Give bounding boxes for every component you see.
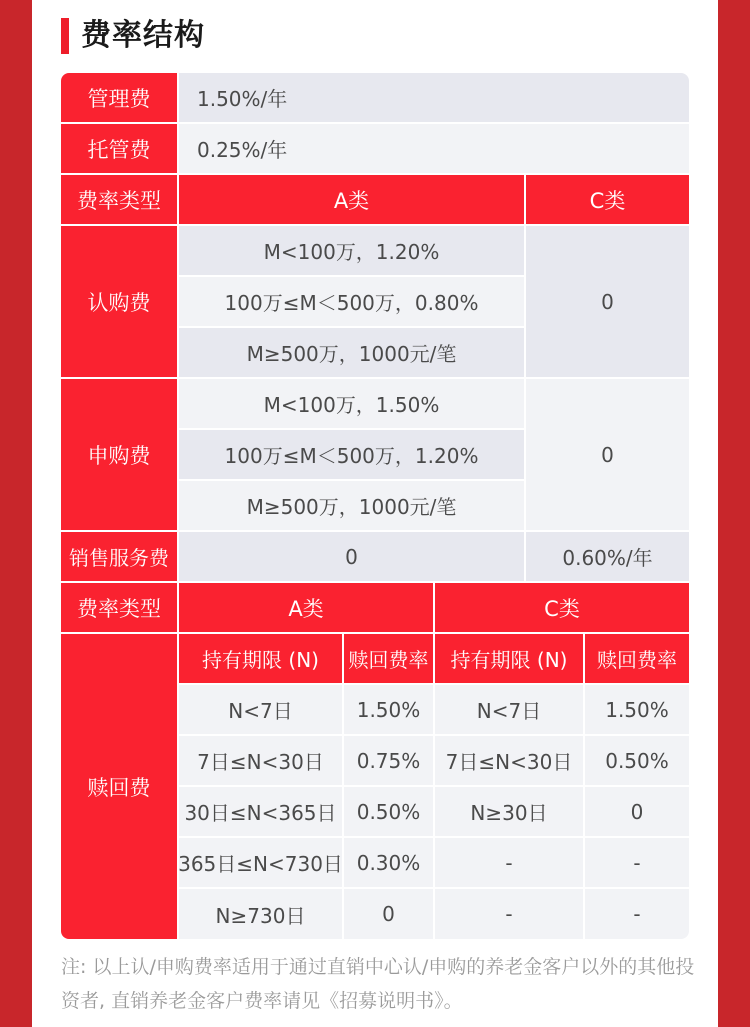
purchase-tier: M<100万，1.50% xyxy=(179,379,524,428)
redemption-c-period: N<7日 xyxy=(435,685,583,734)
redemption-a-period: N<7日 xyxy=(179,685,342,734)
redemption-fee-label: 赎回费 xyxy=(61,634,177,939)
title-accent-bar xyxy=(61,18,69,54)
redemption-c-rate: - xyxy=(585,889,689,939)
c-rate-header: 赎回费率 xyxy=(585,634,689,683)
class-c-header: C类 xyxy=(526,175,689,224)
subscription-tier: M<100万，1.20% xyxy=(179,226,524,275)
redemption-type-label: 费率类型 xyxy=(61,583,177,632)
c-period-header: 持有期限 (N) xyxy=(435,634,583,683)
a-rate-header: 赎回费率 xyxy=(344,634,433,683)
a-period-header: 持有期限 (N) xyxy=(179,634,342,683)
redemption-c-period: N≥30日 xyxy=(435,787,583,836)
redemption-a-period: 365日≤N<730日 xyxy=(179,838,342,887)
redemption-a-rate: 0.30% xyxy=(344,838,433,887)
redemption-c-rate: - xyxy=(585,838,689,887)
subscription-tier: 100万≤M＜500万，0.80% xyxy=(179,277,524,326)
redemption-c-rate: 1.50% xyxy=(585,685,689,734)
redemption-c-period: - xyxy=(435,889,583,939)
redemption-a-rate: 1.50% xyxy=(344,685,433,734)
management-fee-label: 管理费 xyxy=(61,73,177,122)
redemption-class-a-header: A类 xyxy=(179,583,433,632)
redemption-a-rate: 0.75% xyxy=(344,736,433,785)
redemption-c-period: 7日≤N<30日 xyxy=(435,736,583,785)
subscription-tier: M≥500万，1000元/笔 xyxy=(179,328,524,377)
purchase-tier: 100万≤M＜500万，1.20% xyxy=(179,430,524,479)
redemption-a-rate: 0 xyxy=(344,889,433,939)
fee-structure-table xyxy=(61,73,689,939)
redemption-c-rate: 0 xyxy=(585,787,689,836)
sales-service-fee-class-a: 0 xyxy=(179,532,524,581)
purchase-tier: M≥500万，1000元/笔 xyxy=(179,481,524,530)
purchase-fee-label: 申购费 xyxy=(61,379,177,530)
redemption-c-period: - xyxy=(435,838,583,887)
subscription-fee-label: 认购费 xyxy=(61,226,177,377)
redemption-c-rate: 0.50% xyxy=(585,736,689,785)
redemption-a-rate: 0.50% xyxy=(344,787,433,836)
custody-fee-label: 托管费 xyxy=(61,124,177,173)
purchase-fee-class-c: 0 xyxy=(526,379,689,530)
sales-service-fee-label: 销售服务费 xyxy=(61,532,177,581)
redemption-a-period: N≥730日 xyxy=(179,889,342,939)
management-fee-value: 1.50%/年 xyxy=(179,73,689,122)
redemption-a-period: 30日≤N<365日 xyxy=(179,787,342,836)
redemption-a-period: 7日≤N<30日 xyxy=(179,736,342,785)
footnote: 注: 以上认/申购费率适用于通过直销中心认/申购的养老金客户以外的其他投资者, 直销养老金客户费率请见《招募说明书》。 xyxy=(61,956,695,1012)
class-a-header: A类 xyxy=(179,175,524,224)
subscription-fee-class-c: 0 xyxy=(526,226,689,377)
section-title: 费率结构 xyxy=(81,18,205,53)
redemption-class-c-header: C类 xyxy=(435,583,689,632)
custody-fee-value: 0.25%/年 xyxy=(179,124,689,173)
fee-type-label: 费率类型 xyxy=(61,175,177,224)
sales-service-fee-class-c: 0.60%/年 xyxy=(526,532,689,581)
